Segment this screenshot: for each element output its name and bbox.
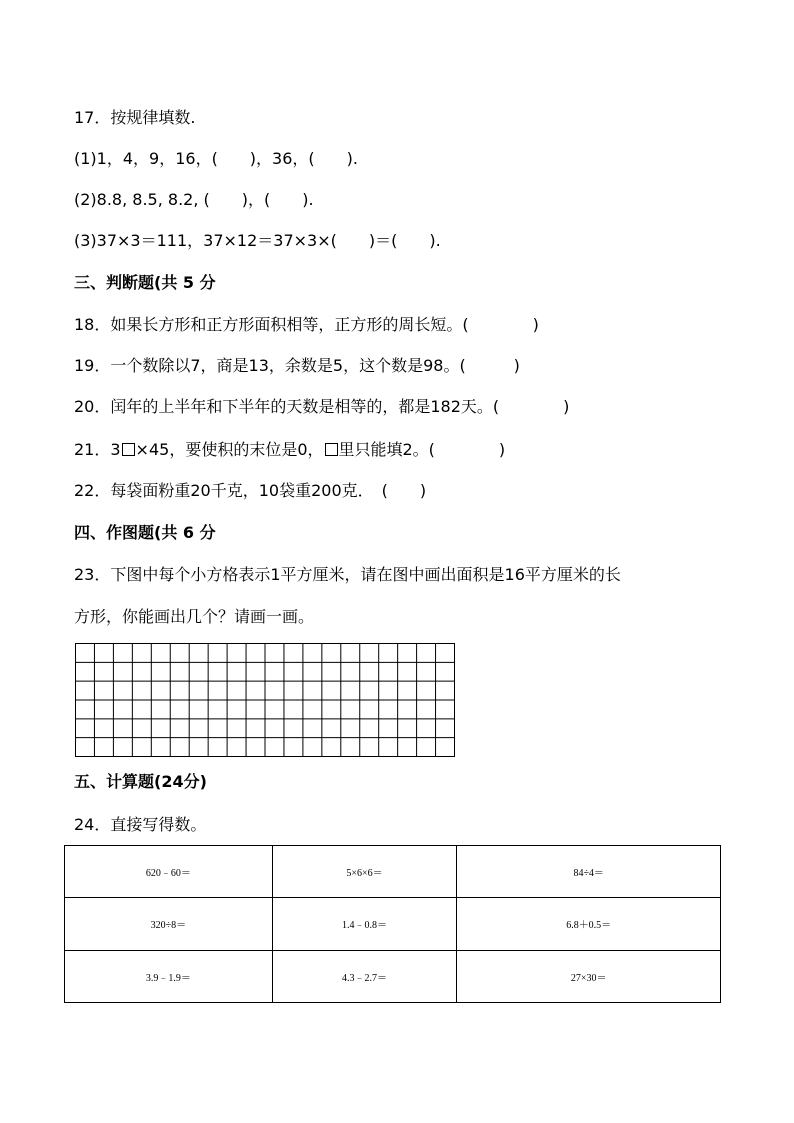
q24-title: 24．直接写得数。 (74, 815, 207, 834)
q23-line1: 23．下图中每个小方格表示1平方厘米，请在图中画出面积是16平方厘米的长 (74, 565, 621, 584)
q17-part1: (1)1，4，9，16，( )，36，( ). (74, 149, 358, 168)
calc-cell: 3.9﹣1.9＝ (65, 950, 273, 1002)
table-row (65, 846, 721, 898)
section-calculation-heading: 五、计算题(24分) (74, 772, 207, 791)
calc-cell: 320÷8＝ (65, 898, 273, 950)
q17-part2: (2)8.8, 8.5, 8.2, ( )，( ). (74, 190, 314, 209)
calc-cell: 620﹣60＝ (65, 846, 273, 898)
calc-table (64, 845, 721, 1003)
q19: 19．一个数除以7，商是13，余数是5，这个数是98。( ) (74, 356, 520, 375)
calc-cell: 5×6×6＝ (272, 846, 457, 898)
q21-part-c: 里只能填2。( ) (338, 440, 506, 459)
q17-title: 17．按规律填数. (74, 108, 196, 127)
calc-cell: 4.3﹣2.7＝ (272, 950, 457, 1002)
q22: 22．每袋面粉重20千克，10袋重200克． ( ) (74, 481, 427, 500)
q21-part-a: 21．3 (74, 440, 121, 459)
calc-cell: 1.4﹣0.8＝ (272, 898, 457, 950)
section-drawing-heading: 四、作图题(共 6 分 (74, 523, 216, 542)
q17-part3: (3)37×3＝111，37×12＝37×3×( )＝( ). (74, 231, 441, 250)
calc-cell: 27×30＝ (457, 950, 721, 1002)
q20: 20．闰年的上半年和下半年的天数是相等的，都是182天。( ) (74, 397, 570, 416)
blank-box-icon (325, 443, 338, 456)
calc-cell: 6.8＋0.5＝ (457, 898, 721, 950)
q18: 18．如果长方形和正方形面积相等，正方形的周长短。( ) (74, 315, 539, 334)
q21 (74, 440, 505, 460)
table-row (65, 898, 721, 950)
blank-box-icon (122, 443, 135, 456)
calc-cell: 84÷4＝ (457, 846, 721, 898)
q23-line2: 方形，你能画出几个？请画一画。 (74, 607, 315, 626)
table-row (65, 950, 721, 1002)
section-judgement-heading: 三、判断题(共 5 分 (74, 273, 216, 292)
square-grid (75, 643, 455, 757)
q21-part-b: ×45，要使积的末位是0， (135, 440, 324, 459)
